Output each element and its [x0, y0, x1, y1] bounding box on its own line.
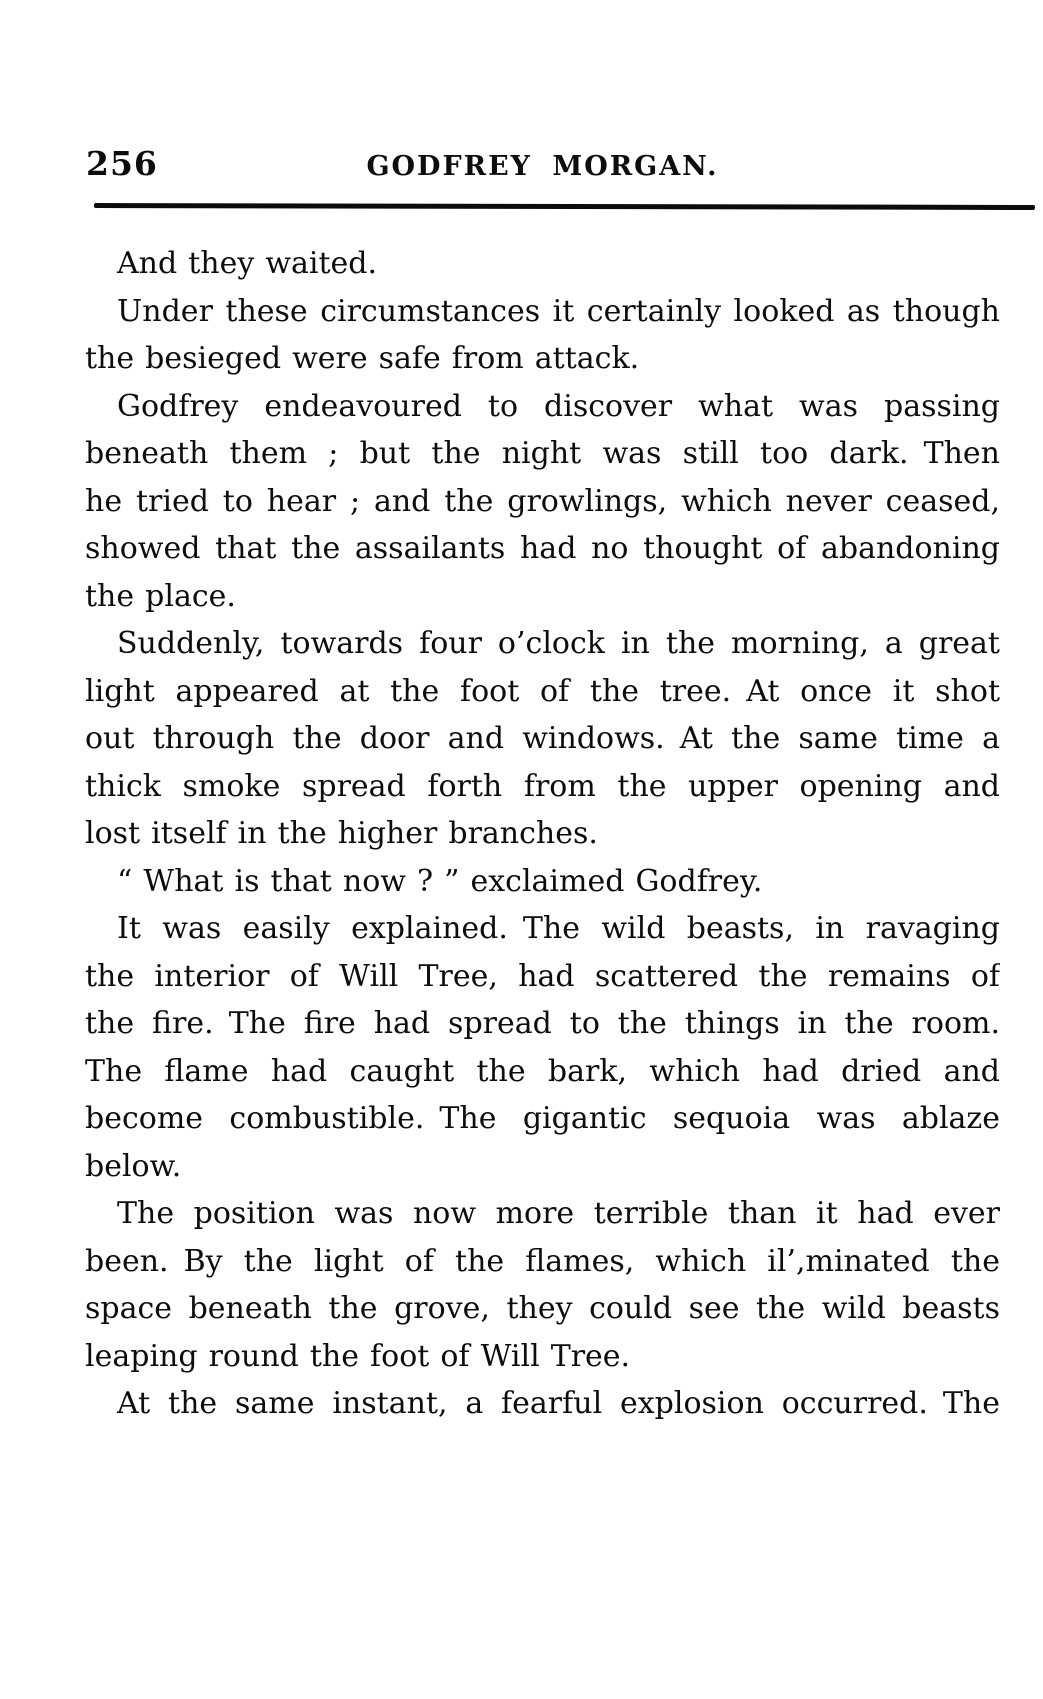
text-line: The position was now more terrible than it had ever: [117, 1196, 1000, 1231]
text-line: been. By the light of the flames, which il’,minated the: [85, 1243, 1000, 1279]
text-line: out through the door and windows. At the same time a: [85, 721, 1000, 756]
text-line: showed that the assailants had no thought of abandoning: [85, 531, 1000, 566]
text-line: leaping round the foot of Will Tree.: [85, 1338, 631, 1374]
text-line: space beneath the grove, they could see the wild beasts: [85, 1291, 1000, 1326]
text-line: “ What is that now ? ” exclaimed Godfrey.: [117, 863, 763, 899]
text-line: the besieged were safe from attack.: [85, 341, 640, 376]
page-text: [85, 240, 1000, 1428]
text-line: thick smoke spread forth from the upper opening and: [85, 768, 1000, 804]
text-line: the fire. The fire had spread to the things in the room.: [85, 1006, 1000, 1041]
text-line: lost itself in the higher branches.: [85, 816, 598, 851]
page-number: 256: [86, 144, 158, 183]
text-line: At the same instant, a fearful explosion occurred. The: [117, 1386, 1000, 1421]
running-title: GODFREY MORGAN.: [366, 151, 719, 182]
text-line: Godfrey endeavoured to discover what was passing: [117, 388, 1000, 424]
text-line: below.: [85, 1148, 182, 1184]
text-line: the interior of Will Tree, had scattered the remains of: [85, 958, 1000, 994]
text-line: the place.: [85, 578, 236, 614]
header-rule: [94, 203, 1035, 210]
text-line: light appeared at the foot of the tree. At once it shot: [85, 673, 1000, 709]
text-line: become combustible. The gigantic sequoia was ablaze: [85, 1101, 1000, 1136]
text-line: It was easily explained. The wild beasts, in ravaging: [117, 911, 1000, 946]
text-line: Suddenly, towards four o’clock in the morning, a great: [117, 626, 1000, 661]
text-line: beneath them ; but the night was still too dark. Then: [85, 436, 1000, 471]
text-line: Under these circumstances it certainly looked as though: [117, 293, 1000, 329]
text-line: he tried to hear ; and the growlings, which never ceased,: [85, 483, 1000, 519]
text-line: The flame had caught the bark, which had dried and: [85, 1053, 1000, 1089]
text-line: And they waited.: [117, 246, 378, 281]
